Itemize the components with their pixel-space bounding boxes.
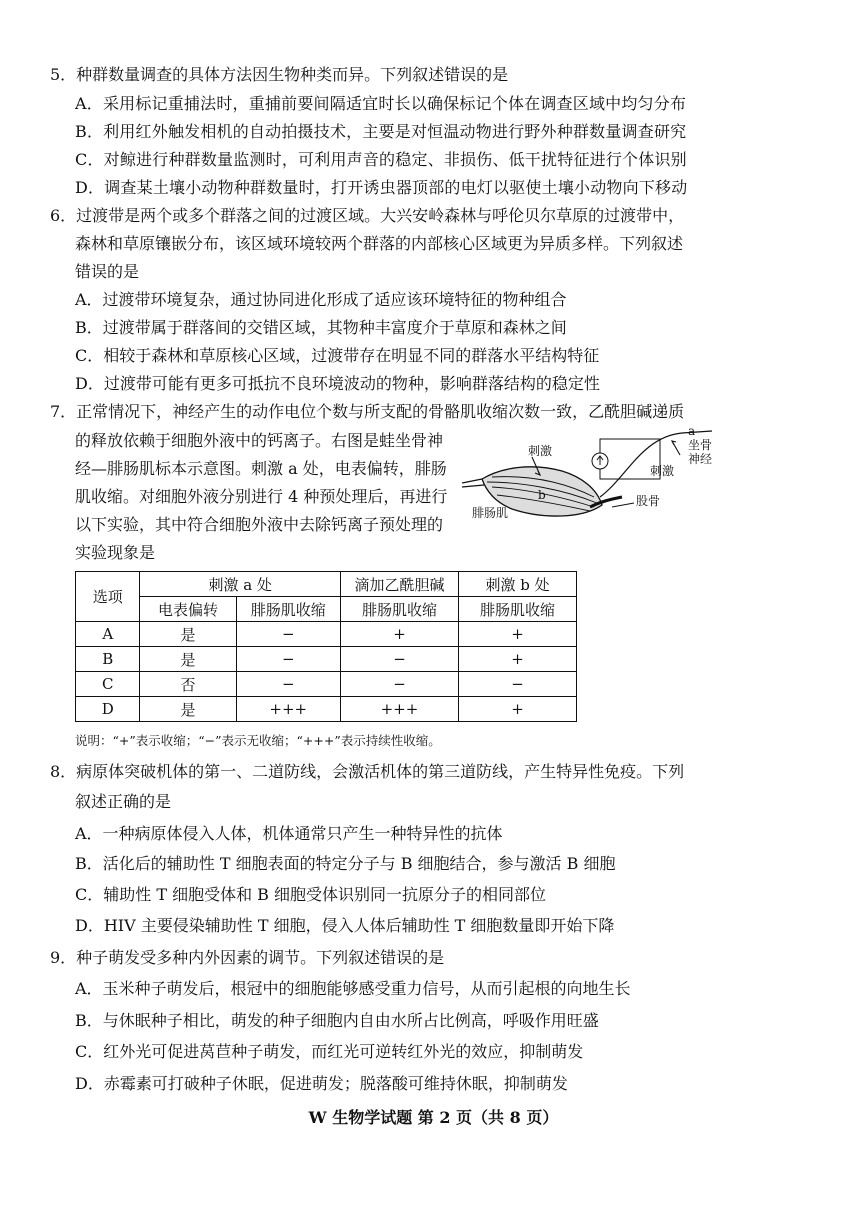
table-cell: + bbox=[340, 622, 458, 647]
q9-option-a: A．玉米种子萌发后，根冠中的细胞能够感受重力信号，从而引起根的向地生长 bbox=[75, 979, 631, 998]
table-cell: B bbox=[76, 647, 140, 672]
q8-option-d: D．HIV 主要侵染辅助性 T 细胞，侵入人体后辅助性 T 细胞数量即开始下降 bbox=[75, 916, 615, 935]
q7-stem-line3: 经—腓肠肌标本示意图。刺激 a 处，电表偏转，腓肠 bbox=[75, 459, 447, 478]
table-cell: D bbox=[76, 697, 140, 722]
table-subheader-contract-a: 腓肠肌收缩 bbox=[236, 597, 340, 622]
table-cell: +++ bbox=[236, 697, 340, 722]
q7-stem-line1: 7．正常情况下，神经产生的动作电位个数与所支配的骨骼肌收缩次数一致，乙酰胆碱递质 bbox=[50, 402, 685, 421]
q5-option-c: C．对鲸进行种群数量监测时，可利用声音的稳定、非损伤、低干扰特征进行个体识别 bbox=[75, 150, 687, 169]
table-cell: +++ bbox=[340, 697, 458, 722]
table-cell: − bbox=[236, 622, 340, 647]
table-cell: 是 bbox=[140, 697, 236, 722]
q6-stem-line2: 森林和草原镶嵌分布，该区域环境较两个群落的内部核心区域更为异质多样。下列叙述 bbox=[75, 234, 684, 253]
table-cell: + bbox=[459, 622, 577, 647]
table-cell: 是 bbox=[140, 622, 236, 647]
label-b: b bbox=[538, 488, 546, 502]
q9-option-d: D．赤霉素可打破种子休眠，促进萌发；脱落酸可维持休眠，抑制萌发 bbox=[75, 1074, 568, 1093]
label-nerve-1: 坐骨 bbox=[688, 438, 713, 452]
q7-options-table bbox=[75, 571, 577, 722]
q7-stem-line6: 实验现象是 bbox=[75, 543, 156, 562]
table-header-stim-a: 刺激 a 处 bbox=[140, 572, 340, 597]
label-nerve-2: 神经 bbox=[688, 452, 713, 466]
q8-option-b: B．活化后的辅助性 T 细胞表面的特定分子与 B 细胞结合，参与激活 B 细胞 bbox=[75, 854, 616, 873]
q7-stem-line5: 以下实验，其中符合细胞外液中去除钙离子预处理的 bbox=[75, 515, 444, 534]
table-cell: A bbox=[76, 622, 140, 647]
table-subheader-meter: 电表偏转 bbox=[140, 597, 236, 622]
table-header-row-2 bbox=[76, 597, 577, 622]
table-cell: + bbox=[459, 697, 577, 722]
table-cell: + bbox=[459, 647, 577, 672]
q6-stem-line3: 错误的是 bbox=[75, 262, 140, 281]
page-footer: W 生物学试题 第 2 页（共 8 页） bbox=[308, 1108, 559, 1127]
q7-table-note: 说明：“+”表示收缩；“−”表示无收缩；“+++”表示持续性收缩。 bbox=[75, 733, 441, 748]
table-cell: − bbox=[236, 647, 340, 672]
q8-option-c: C．辅助性 T 细胞受体和 B 细胞受体识别同一抗原分子的相同部位 bbox=[75, 885, 547, 904]
table-cell: − bbox=[236, 672, 340, 697]
table-cell: 否 bbox=[140, 672, 236, 697]
table-header-row-1 bbox=[76, 572, 577, 597]
q5-option-d: D．调查某土壤小动物种群数量时，打开诱虫器顶部的电灯以驱使土壤小动物向下移动 bbox=[75, 178, 688, 197]
table-cell: − bbox=[459, 672, 577, 697]
label-femur: 股骨 bbox=[636, 494, 661, 508]
table-cell: C bbox=[76, 672, 140, 697]
q8-stem-line2: 叙述正确的是 bbox=[75, 792, 172, 811]
q6-stem-line1: 6．过渡带是两个或多个群落之间的过渡区域。大兴安岭森林与呼伦贝尔草原的过渡带中， bbox=[50, 206, 685, 225]
table-row bbox=[76, 672, 577, 697]
table-row bbox=[76, 697, 577, 722]
table-subheader-contract-b: 腓肠肌收缩 bbox=[459, 597, 577, 622]
q7-stem-line2: 的释放依赖于细胞外液中的钙离子。右图是蛙坐骨神 bbox=[75, 431, 444, 450]
q9-option-c: C．红外光可促进莴苣种子萌发，而红光可逆转红外光的效应，抑制萌发 bbox=[75, 1042, 584, 1061]
label-stimulus-a: 刺激 bbox=[650, 464, 675, 478]
q9-stem: 9．种子萌发受多种内外因素的调节。下列叙述错误的是 bbox=[50, 948, 445, 967]
q5-option-a: A．采用标记重捕法时，重捕前要间隔适宜时长以确保标记个体在调查区域中均匀分布 bbox=[75, 94, 687, 113]
q7-stem-line4: 肌收缩。对细胞外液分别进行 4 种预处理后，再进行 bbox=[75, 487, 448, 506]
table-header-option: 选项 bbox=[76, 572, 140, 622]
q9-option-b: B．与休眠种子相比，萌发的种子细胞内自由水所占比例高，呼吸作用旺盛 bbox=[75, 1011, 599, 1030]
table-row bbox=[76, 647, 577, 672]
table-cell: − bbox=[340, 672, 458, 697]
table-cell: 是 bbox=[140, 647, 236, 672]
table-subheader-contract-ach: 腓肠肌收缩 bbox=[340, 597, 458, 622]
table-header-stim-b: 刺激 b 处 bbox=[459, 572, 577, 597]
table-header-ach: 滴加乙酰胆碱 bbox=[340, 572, 458, 597]
q5-stem: 5．种群数量调查的具体方法因生物种类而异。下列叙述错误的是 bbox=[50, 65, 509, 84]
q6-option-b: B．过渡带属于群落间的交错区域，其物种丰富度介于草原和森林之间 bbox=[75, 318, 567, 337]
q8-option-a: A．一种病原体侵入人体，机体通常只产生一种特异性的抗体 bbox=[75, 824, 503, 843]
q5-option-b: B．利用红外触发相机的自动拍摄技术，主要是对恒温动物进行野外种群数量调查研究 bbox=[75, 122, 687, 141]
table-row bbox=[76, 622, 577, 647]
table-cell: − bbox=[340, 647, 458, 672]
q8-stem-line1: 8．病原体突破机体的第一、二道防线，会激活机体的第三道防线，产生特异性免疫。下列 bbox=[50, 762, 685, 781]
q6-option-c: C．相较于森林和草原核心区域，过渡带存在明显不同的群落水平结构特征 bbox=[75, 346, 600, 365]
label-a: a bbox=[688, 427, 696, 438]
label-muscle: 腓肠肌 bbox=[472, 506, 509, 520]
q6-option-d: D．过渡带可能有更多可抵抗不良环境波动的物种，影响群落结构的稳定性 bbox=[75, 374, 600, 393]
nerve-muscle-diagram bbox=[462, 427, 722, 537]
q6-option-a: A．过渡带环境复杂，通过协同进化形成了适应该环境特征的物种组合 bbox=[75, 290, 567, 309]
label-stimulus-b: 刺激 bbox=[528, 444, 553, 458]
